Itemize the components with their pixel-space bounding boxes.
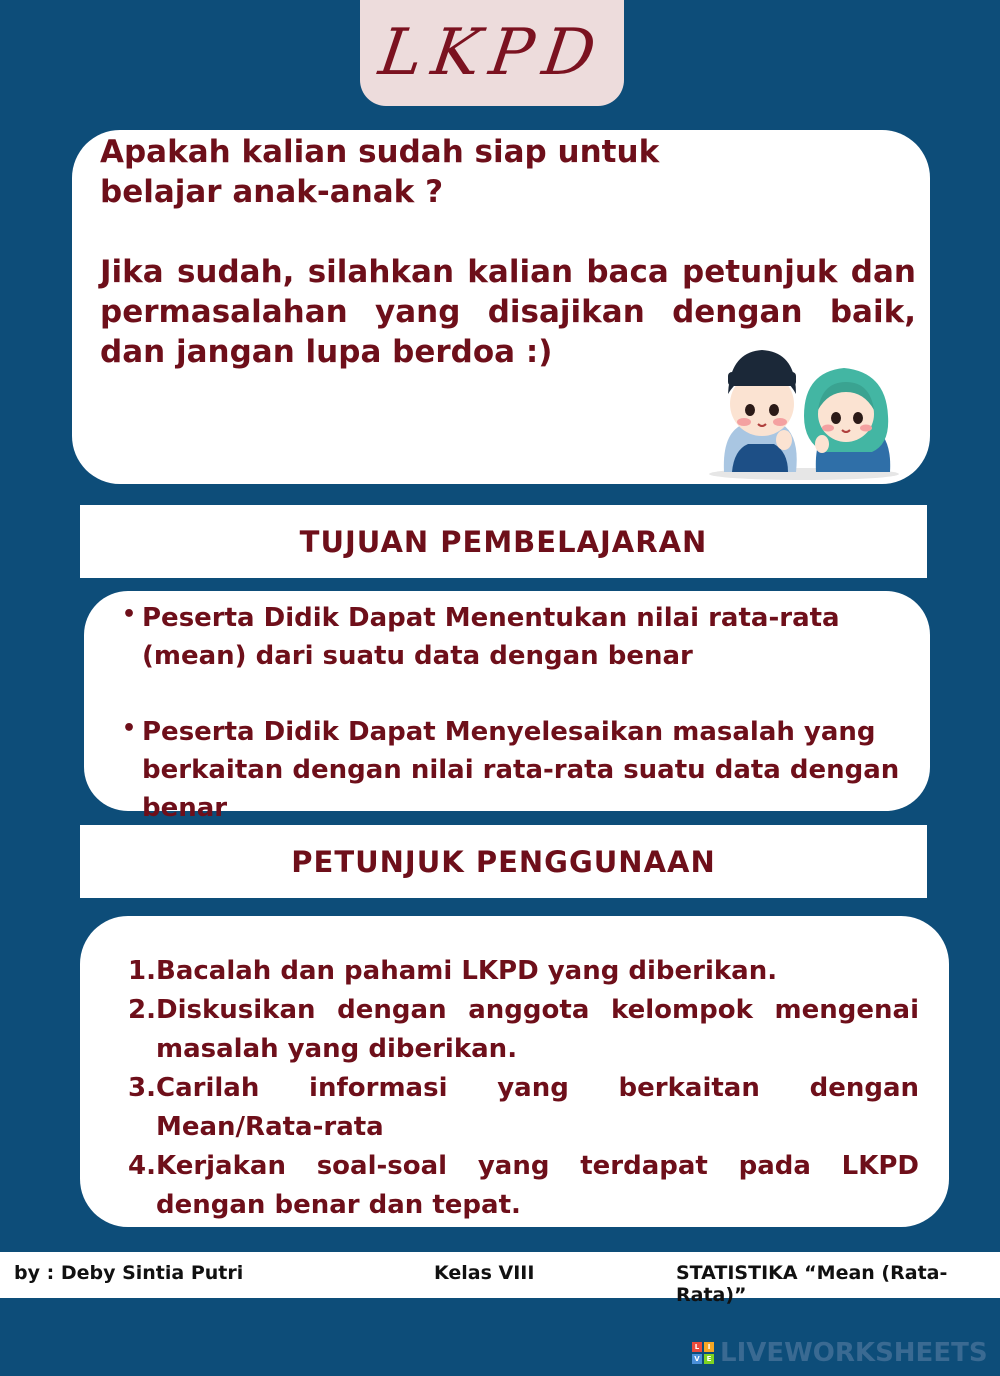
tujuan-item: • Peserta Didik Dapat Menentukan nilai rata-rata (mean) dari suatu data dengan benar (122, 599, 900, 675)
tujuan-item: • Peserta Didik Dapat Menyelesaikan masalah yang berkaitan dengan nilai rata-rata suatu data dengan benar (122, 713, 900, 827)
watermark-text: LIVEWORKSHEETS (720, 1338, 988, 1368)
step-text: Carilah informasi yang berkaitan dengan Mean/Rata-rata (156, 1073, 919, 1142)
tujuan-card (84, 591, 930, 823)
step-number: 3. (128, 1073, 156, 1103)
step-text: Kerjakan soal-soal yang terdapat pada LKPD dengan benar dan tepat. (156, 1151, 919, 1220)
step-number: 1. (128, 956, 156, 986)
tujuan-banner (80, 505, 927, 578)
footer-bar (0, 1252, 1000, 1306)
liveworksheets-watermark (692, 1340, 988, 1366)
step-text: Bacalah dan pahami LKPD yang diberikan. (156, 956, 778, 986)
petunjuk-step (124, 991, 919, 1069)
intro-question: Apakah kalian sudah siap untuk belajar anak-anak ? (100, 134, 660, 210)
class-label: Kelas VIII (434, 1262, 535, 1284)
petunjuk-step (124, 1069, 919, 1147)
tujuan-heading: TUJUAN PEMBELAJARAN (299, 524, 708, 559)
step-number: 4. (128, 1151, 156, 1181)
petunjuk-card (80, 916, 949, 1227)
intro-message: Jika sudah, silahkan kalian baca petunjuk dan permasalahan yang disajikan dengan baik, dan jangan lupa berdoa :) (100, 254, 916, 370)
praying-kids-illustration (704, 332, 904, 482)
liveworksheets-logo-icon: L I V E (692, 1342, 714, 1364)
intro-card (72, 130, 930, 484)
petunjuk-heading: PETUNJUK PENGGUNAAN (291, 844, 716, 879)
petunjuk-banner (80, 825, 927, 898)
page-title: LKPD (374, 16, 610, 90)
topic-label: STATISTIKA “Mean (Rata-Rata)” (676, 1262, 948, 1306)
step-text: Diskusikan dengan anggota kelompok mengenai masalah yang diberikan. (156, 995, 919, 1064)
title-tab (360, 0, 624, 106)
petunjuk-step (124, 1147, 919, 1225)
author-label: by : Deby Sintia Putri (14, 1262, 244, 1284)
step-number: 2. (128, 995, 156, 1025)
petunjuk-step (124, 952, 919, 991)
